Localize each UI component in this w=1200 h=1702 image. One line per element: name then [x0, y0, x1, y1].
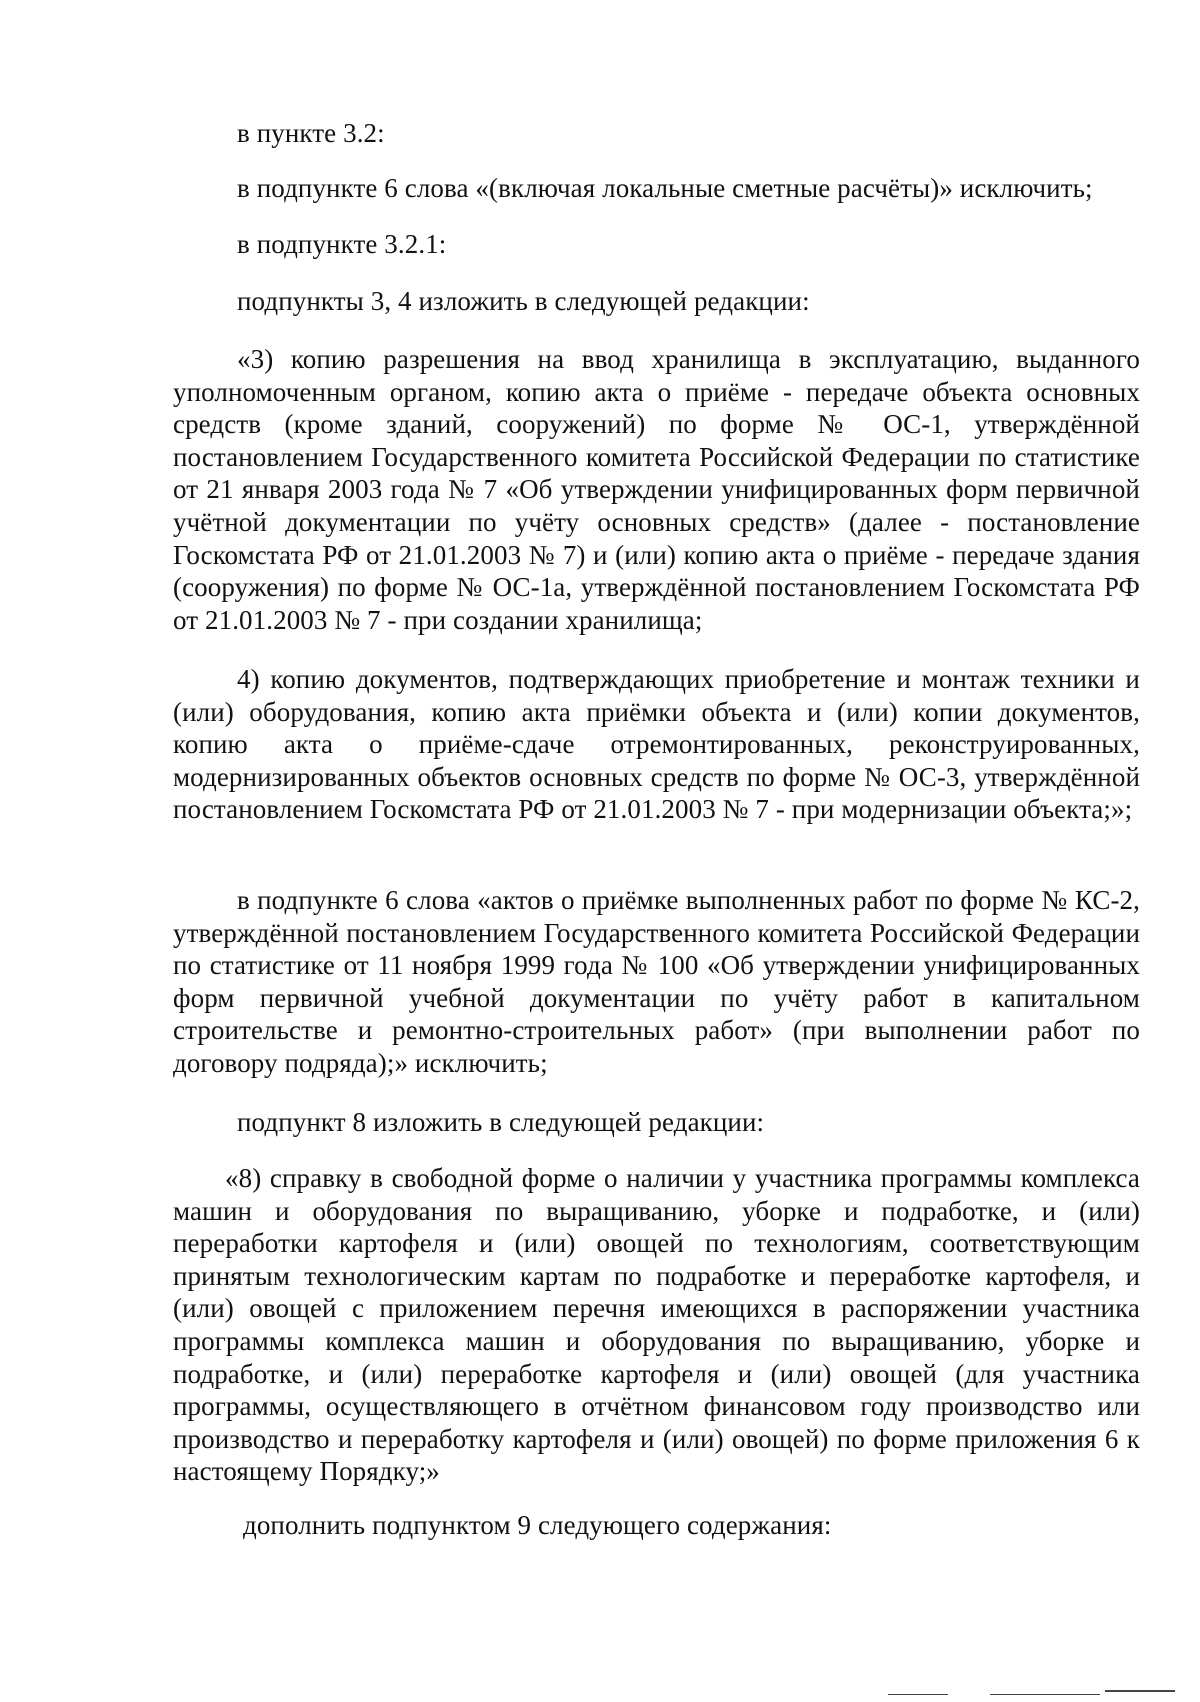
paragraph-item-8: «8) справку в свободной форме о наличии у участника программы комплекса машин и оборудования по выращиванию, уборке и подработке, и (или) переработки картофеля и (или) овощей по технологиям, соответствующим принятым технологическим картам по подработке и переработке картофеля, и (или) овощей с приложением перечня имеющихся в распоряжении участника программы комплекса машин и оборудования по выращиванию, уборке и подработке, и (или) переработке картофеля и (или) овощей (для участника программы, осуществляющего в отчётном финансовом году производство или производство и переработку картофеля и (или) овощей) по форме приложения 6 к настоящему Порядку;»: [173, 1163, 1140, 1487]
paragraph-subpoint-8-intro: подпункт 8 изложить в следующей редакции:: [237, 1107, 765, 1137]
paragraph-subpoint-heading: в подпункте 3.2.1:: [237, 229, 447, 259]
scan-artifact: [888, 1694, 948, 1695]
scan-artifact: [990, 1694, 1100, 1695]
paragraph-subpoint-6-exclusion: в подпункте 6 слова «(включая локальные сметные расчёты)» исключить;: [237, 173, 1093, 203]
paragraph-subpoint-6-acts: в подпункте 6 слова «актов о приёмке выполненных работ по форме № КС-2, утверждённой постановлением Государственного комитета Российской Федерации по статистике от 11 ноября 1999 года № 100 «Об утверждении унифицированных форм первичной учебной документации по учёту работ в капитальном строительстве и ремонтно-строительных работ» (при выполнении работ по договору подряда);» исключить;: [173, 885, 1140, 1078]
paragraph-amendment-intro: подпункты 3, 4 изложить в следующей редакции:: [237, 286, 810, 316]
paragraph-section-heading: в пункте 3.2:: [237, 118, 385, 148]
paragraph-subpoint-9-intro: дополнить подпунктом 9 следующего содержания:: [243, 1510, 832, 1540]
paragraph-item-3: «3) копию разрешения на ввод хранилища в эксплуатацию, выданного уполномоченным органом, копию акта о приёме - передаче объекта основных средств (кроме зданий, сооружений) по форме № ОС-1, утверждённой постановлением Государственного комитета Российской Федерации по статистике от 21 января 2003 года № 7 «Об утверждении унифицированных форм первичной учётной документации по учёту основных средств» (далее - постановление Госкомстата РФ от 21.01.2003 № 7) и (или) копию акта о приёме - передаче здания (сооружения) по форме № ОС-1а, утверждённой постановлением Госкомстата РФ от 21.01.2003 № 7 - при создании хранилища;: [173, 344, 1140, 635]
scan-artifact: [1105, 1690, 1175, 1692]
paragraph-item-4: 4) копию документов, подтверждающих приобретение и монтаж техники и (или) оборудования, копию акта приёмки объекта и (или) копии документов, копию акта о приёме-сдаче отремонтированных, реконструированных, модернизированных объектов основных средств по форме № ОС-3, утверждённой постановлением Госкомстата РФ от 21.01.2003 № 7 - при модернизации объекта;»;: [173, 664, 1140, 825]
